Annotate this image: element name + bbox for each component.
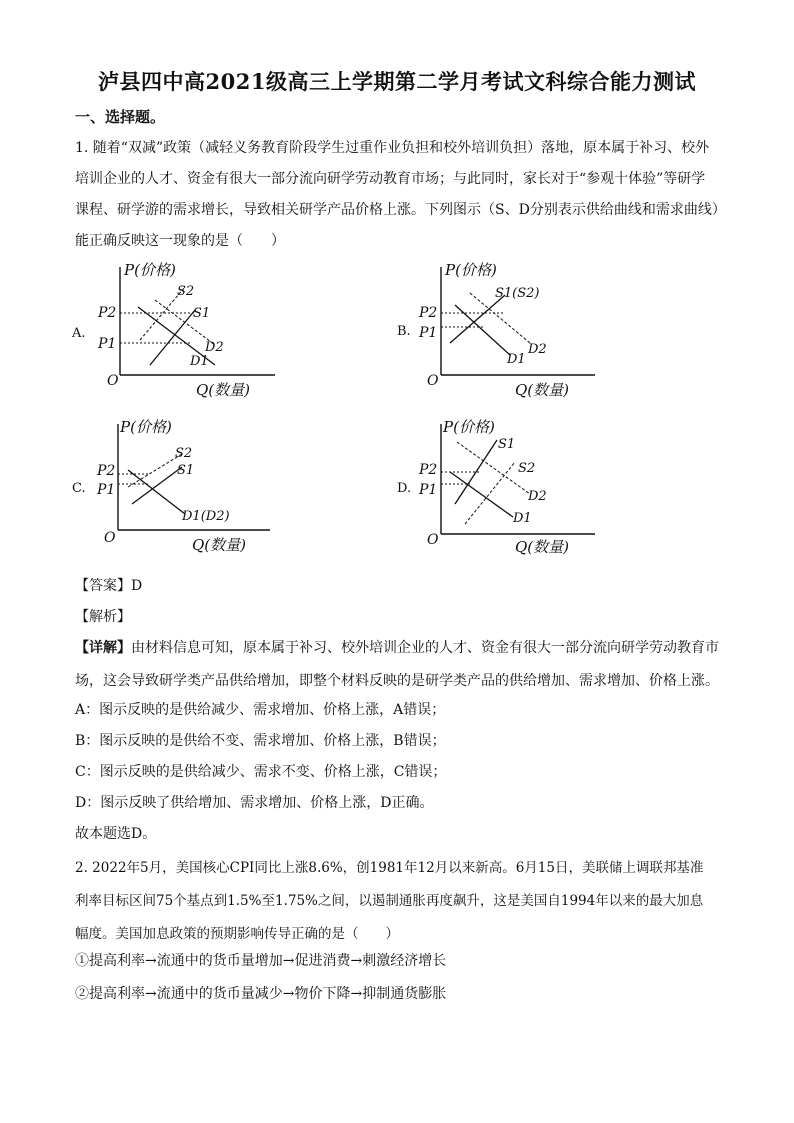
p2-label: P2 bbox=[419, 462, 438, 478]
supply-curve-s2 bbox=[128, 454, 182, 487]
origin-label: O bbox=[107, 373, 119, 389]
answer-value: D bbox=[131, 578, 143, 594]
s-top-label: S2 bbox=[177, 284, 195, 299]
option-label: D. bbox=[397, 481, 412, 496]
detail-text: 由材料信息可知，原本属于补习、校外培训企业的人才、资金有很大一部分流向研学劳动教育市 bbox=[131, 640, 719, 656]
supply-curve-s2 bbox=[465, 462, 515, 524]
choice-item: ②提高利率→流通中的货币量减少→物价下降→抑制通货膨胀 bbox=[75, 986, 447, 1002]
choice-item: ①提高利率→流通中的货币量增加→促进消费→刺激经济增长 bbox=[75, 953, 447, 969]
supply-curve-s1-s2 bbox=[450, 295, 505, 343]
s-mid-label: S1 bbox=[177, 463, 195, 478]
graph-b bbox=[395, 255, 645, 409]
d-right-label: D2 bbox=[528, 342, 547, 357]
y-axis-label: P(价格) bbox=[445, 261, 497, 279]
demand-curve-d1 bbox=[450, 472, 513, 517]
answer-tag: 【答案】 bbox=[75, 578, 131, 594]
p2-label: P2 bbox=[419, 305, 438, 321]
graph-c bbox=[70, 412, 320, 566]
option-explanation: B：图示反映的是供给不变、需求增加、价格上涨，B错误； bbox=[75, 733, 446, 749]
s-top-label: S1 bbox=[498, 437, 516, 452]
question-2-stem bbox=[75, 852, 725, 951]
answer-line bbox=[75, 575, 735, 597]
p2-label: P2 bbox=[97, 463, 116, 479]
stem-line: 幅度。美国加息政策的预期影响传导正确的是（ ） bbox=[75, 926, 399, 942]
detail-tag: 【详解】 bbox=[75, 640, 131, 656]
x-axis-label: Q(数量) bbox=[196, 381, 251, 399]
stem-line: 培训企业的人才、资金有很大一部分流向研学劳动教育市场；与此同时，家长对于“参观十体验”等研学 bbox=[75, 171, 706, 187]
origin-label: O bbox=[427, 373, 439, 389]
detail-line: 场，这会导致研学类产品供给增加，即整个材料反映的是研学类产品的供给增加、需求增加、价格上涨。 bbox=[75, 673, 719, 689]
origin-label: O bbox=[427, 532, 439, 548]
supply-curve-s1 bbox=[132, 467, 182, 504]
option-explanation: A：图示反映的是供给减少、需求增加、价格上涨，A错误； bbox=[75, 702, 446, 718]
x-axis-label: Q(数量) bbox=[515, 538, 570, 556]
option-label: C. bbox=[72, 481, 86, 496]
s-top-label: S1(S2) bbox=[495, 286, 540, 301]
page-title: 泸县四中高2021级高三上学期第二学月考试文科综合能力测试 bbox=[98, 69, 696, 94]
conclusion: 故本题选D。 bbox=[75, 826, 157, 842]
option-label: B. bbox=[397, 324, 411, 339]
d-right-label: D2 bbox=[528, 489, 547, 504]
y-axis-label: P(价格) bbox=[124, 261, 176, 279]
section-heading: 一、选择题。 bbox=[75, 108, 166, 126]
p1-label: P1 bbox=[419, 325, 438, 341]
x-axis-label: Q(数量) bbox=[515, 381, 570, 399]
s-mid-label: S2 bbox=[518, 461, 536, 476]
s-mid-label: S1 bbox=[193, 306, 211, 321]
graph-d bbox=[395, 412, 645, 566]
detail-line bbox=[75, 632, 725, 665]
option-label: A. bbox=[72, 326, 86, 341]
d-bottom-label: D1 bbox=[507, 352, 526, 367]
stem-line: 1. 随着“双减”政策（减轻义务教育阶段学生过重作业负担和校外培训负担）落地，原本属于补习、校外 bbox=[75, 140, 710, 156]
detail-block bbox=[75, 632, 725, 698]
stem-line: 课程、研学游的需求增长，导致相关研学产品价格上涨。下列图示（S、D分别表示供给曲线和需求曲线） bbox=[75, 202, 726, 218]
d-bottom-label: D1 bbox=[513, 511, 532, 526]
p2-label: P2 bbox=[98, 305, 117, 321]
d-bottom-label: D1 bbox=[190, 354, 209, 369]
p1-label: P1 bbox=[97, 482, 116, 498]
x-axis-label: Q(数量) bbox=[192, 536, 247, 554]
y-axis-label: P(价格) bbox=[120, 418, 172, 436]
stem-line: 利率目标区间75个基点到1.5%至1.75%之间，以遏制通胀再度飙升，这是美国自1994年以来的最大加息 bbox=[75, 893, 704, 909]
s-top-label: S2 bbox=[175, 446, 193, 461]
graph-a bbox=[70, 255, 320, 409]
p1-label: P1 bbox=[419, 482, 438, 498]
y-axis-label: P(价格) bbox=[443, 418, 495, 436]
p1-label: P1 bbox=[98, 336, 117, 352]
option-explanation: C：图示反映的是供给减少、需求不变、价格上涨，C错误； bbox=[75, 764, 447, 780]
question-1-stem bbox=[75, 133, 725, 257]
origin-label: O bbox=[104, 530, 116, 546]
supply-curve-s1 bbox=[150, 310, 195, 365]
d-right-label: D2 bbox=[205, 340, 224, 355]
stem-line: 能正确反映这一现象的是（ ） bbox=[75, 233, 285, 249]
analysis-tag: 【解析】 bbox=[75, 609, 131, 625]
option-explanation: D：图示反映了供给增加、需求增加、价格上涨，D正确。 bbox=[75, 795, 434, 811]
stem-line: 2. 2022年5月，美国核心CPI同比上涨8.6%，创1981年12月以来新高。6月15日，美联储上调联邦基准 bbox=[75, 860, 704, 876]
d-bottom-label: D1(D2) bbox=[182, 509, 230, 524]
